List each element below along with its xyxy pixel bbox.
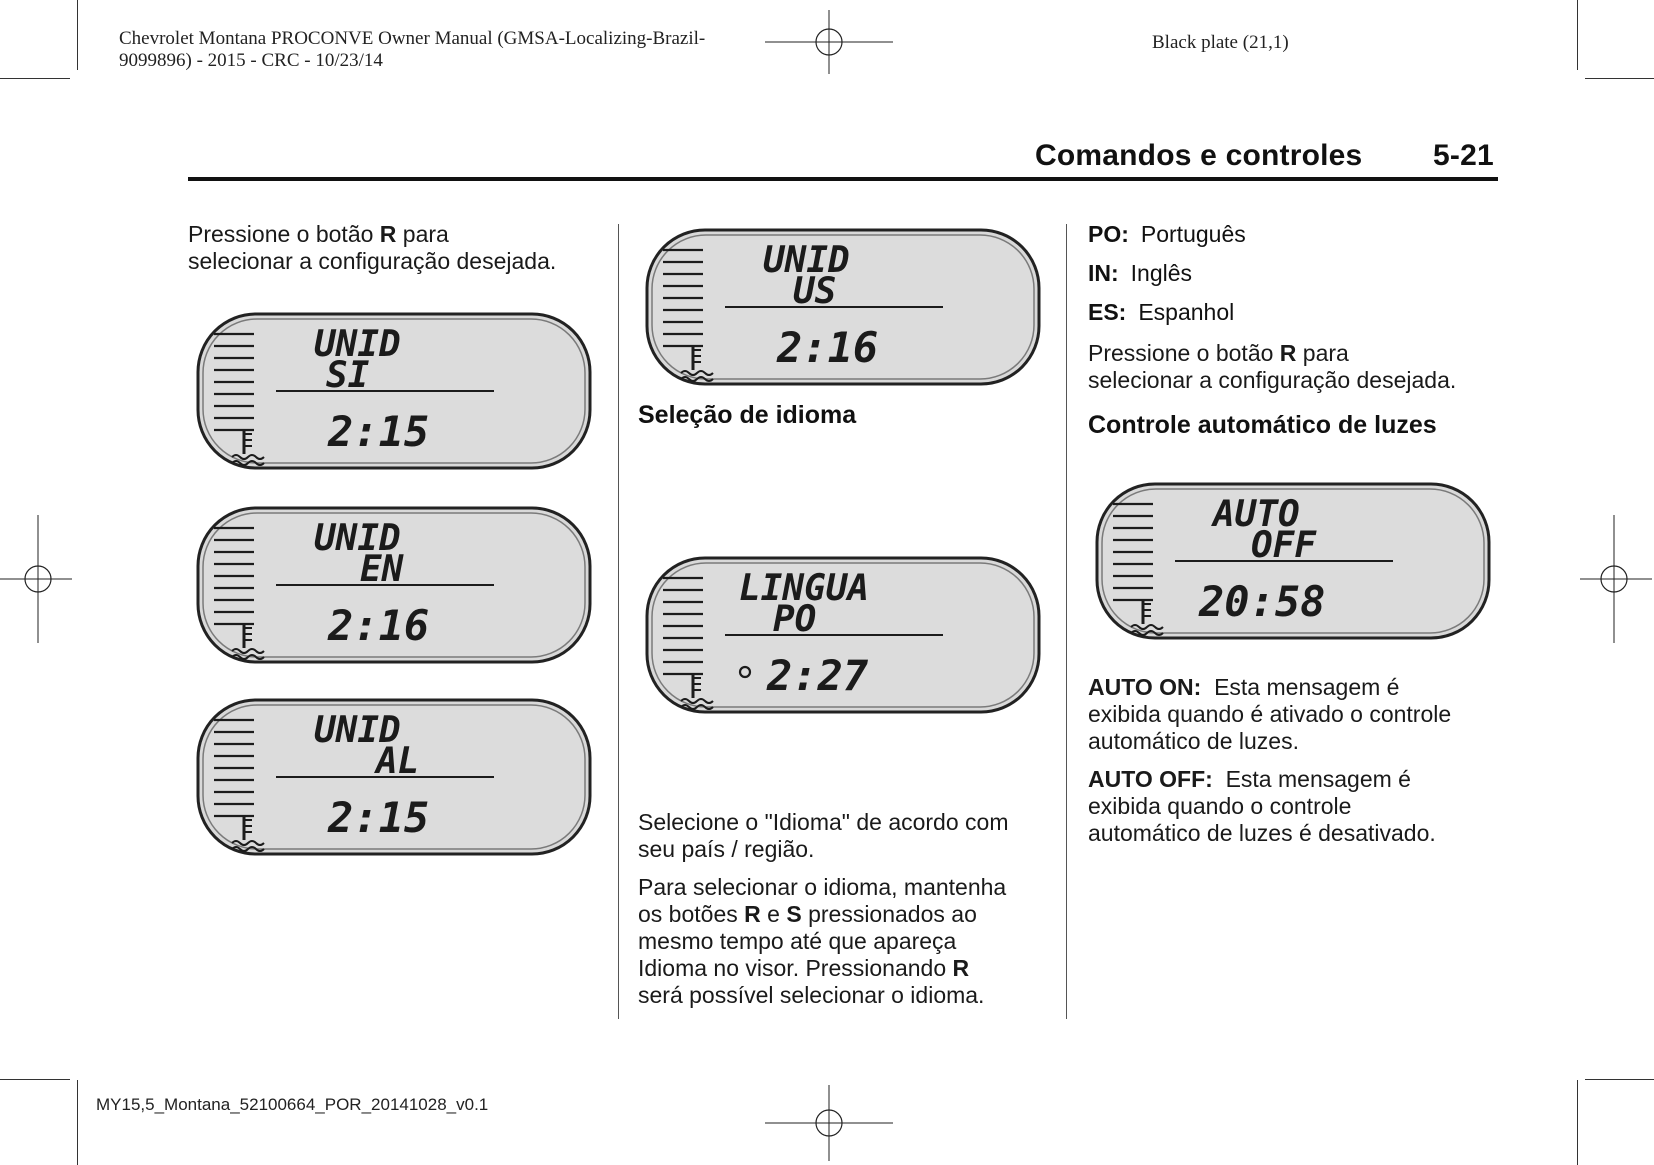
lcd-line2: SI xyxy=(326,355,370,396)
language-heading: Seleção de idioma xyxy=(638,401,857,429)
column1-intro: Pressione o botão R para selecionar a configuração desejada. xyxy=(188,221,557,274)
lcd-svg xyxy=(196,312,592,470)
lcd-line2: AL xyxy=(376,741,420,782)
lcd-line2: OFF xyxy=(1251,525,1317,566)
lcd-line1: LINGUA xyxy=(739,568,870,609)
column-divider-2 xyxy=(1066,224,1067,1019)
lcd-clock: 2:16 xyxy=(777,323,879,372)
lcd-line1: UNID xyxy=(314,324,401,365)
column-divider-1 xyxy=(618,224,619,1019)
column3-press: Pressione o botão R para selecionar a configuração desejada. xyxy=(1088,340,1457,393)
lcd-display-us xyxy=(645,228,1041,386)
lcd-svg xyxy=(645,556,1041,714)
lcd-line1: UNID xyxy=(763,240,850,281)
lcd-line1: AUTO xyxy=(1213,494,1300,535)
auto-descriptions: AUTO ON: Esta mensagem é exibida quando é ativado o controle automático de luzes. AUTO OFF: Esta mensagem é exibida quando o controle automático de luzes é desativado. xyxy=(1088,674,1452,846)
print-header-line2: 9099896) - 2015 - CRC - 10/23/14 xyxy=(119,50,383,71)
auto-off-label: AUTO OFF: xyxy=(1088,766,1213,792)
lcd-display-lingua xyxy=(645,556,1041,714)
registration-mark-left xyxy=(0,515,75,645)
registration-mark-bottom xyxy=(765,1085,895,1163)
lcd-display-en xyxy=(196,506,592,664)
lcd-display-si xyxy=(196,312,592,470)
lcd-line2: PO xyxy=(773,599,817,640)
lcd-line2: US xyxy=(793,271,837,312)
lcd-line2: EN xyxy=(360,549,404,590)
auto-on-label: AUTO ON: xyxy=(1088,674,1202,700)
lcd-clock: 2:15 xyxy=(328,793,430,842)
print-header xyxy=(119,28,705,72)
auto-lights-heading: Controle automático de luzes xyxy=(1088,411,1437,439)
lcd-svg xyxy=(196,506,592,664)
lcd-line1: UNID xyxy=(314,518,401,559)
lcd-svg xyxy=(1095,482,1491,640)
registration-mark-top xyxy=(765,10,895,75)
print-header-line1: Chevrolet Montana PROCONVE Owner Manual (GMSA-Localizing-Brazil- xyxy=(119,28,706,49)
section-title: Comandos e controles xyxy=(1035,139,1363,172)
language-instructions: Selecione o "Idioma" de acordo com seu país / região. Para selecionar o idioma, mantenha os botões R e S pressionados ao mesmo tempo até que apareça Idioma no visor. Pressionando R será possível selecionar o idioma. xyxy=(638,809,1009,1008)
lcd-line1: UNID xyxy=(314,710,401,751)
lcd-display-auto xyxy=(1095,482,1491,640)
lcd-svg xyxy=(196,698,592,856)
header-rule xyxy=(188,177,1498,181)
lcd-display-al xyxy=(196,698,592,856)
registration-mark-right xyxy=(1580,515,1654,645)
lcd-svg xyxy=(645,228,1041,386)
page-number: 5-21 xyxy=(1433,139,1494,172)
lcd-clock: 20:58 xyxy=(1199,577,1326,626)
lcd-clock: 2:27 xyxy=(767,651,869,700)
lcd-clock: 2:16 xyxy=(328,601,430,650)
language-item: ES: Espanhol xyxy=(1088,299,1235,325)
plate-label: Black plate (21,1) xyxy=(1152,32,1289,53)
language-list xyxy=(1088,221,1246,326)
lcd-clock: 2:15 xyxy=(328,407,430,456)
footer-file-id: MY15,5_Montana_52100664_POR_20141028_v0.1 xyxy=(96,1095,489,1114)
key-r: R xyxy=(379,221,397,247)
language-item: IN: Inglês xyxy=(1088,260,1193,286)
language-item: PO: Português xyxy=(1088,221,1246,247)
